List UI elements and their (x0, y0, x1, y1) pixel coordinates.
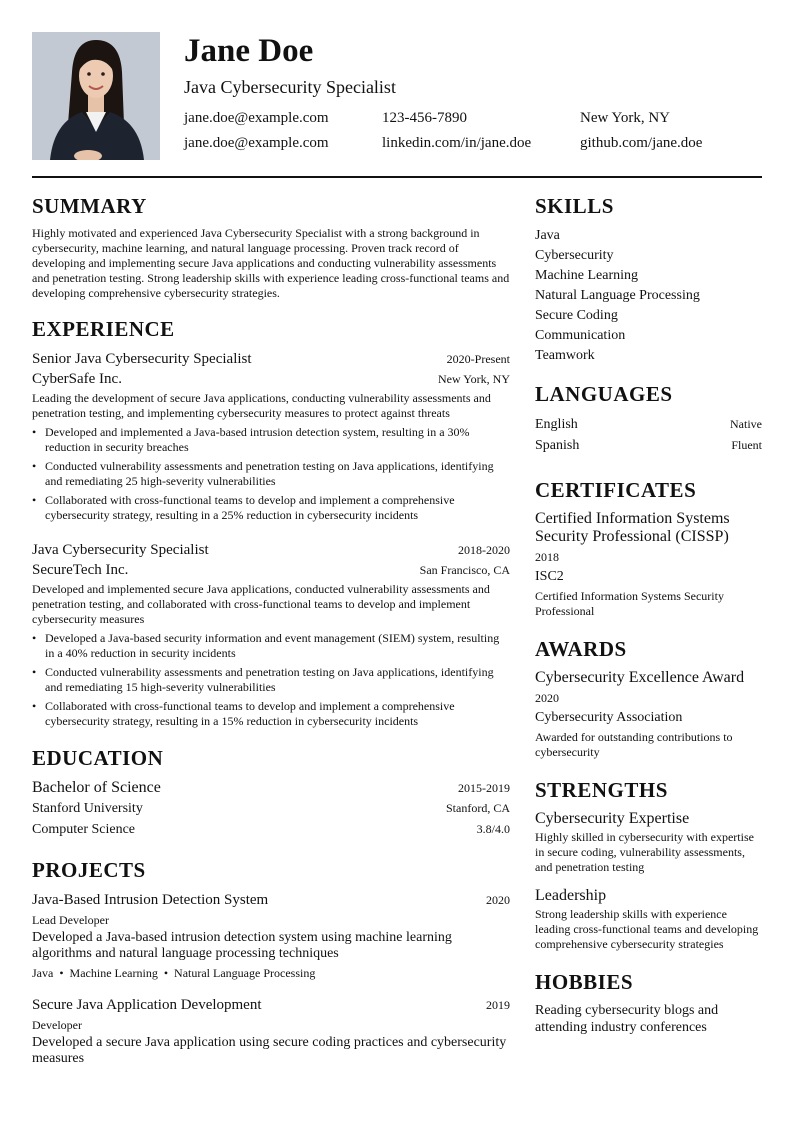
education-heading: EDUCATION (32, 746, 164, 770)
skills-list (535, 226, 762, 366)
job-title: Senior Java Cybersecurity Specialist (32, 351, 252, 367)
strength-item (535, 887, 762, 952)
skill-item: Java (535, 228, 560, 243)
project-description: Developed a secure Java application using secure coding practices and cybersecurity measures (32, 1035, 507, 1066)
skills-heading: SKILLS (535, 194, 614, 218)
language-level: Native (730, 417, 762, 431)
tag-separator: • (163, 966, 169, 980)
left-column (32, 194, 510, 1081)
certificate-item (535, 510, 762, 619)
award-description: Awarded for outstanding contributions to cybersecurity (535, 730, 733, 759)
education-location: Stanford, CA (446, 801, 510, 815)
project-tag: Machine Learning (69, 966, 158, 980)
job-bullet: • Developed a Java-based security information and event management (SIEM) system, resulting in a 40% reduction in security incidents (32, 631, 510, 661)
strengths-heading: STRENGTHS (535, 778, 668, 802)
strength-description: Strong leadership skills with experience leading cross-functional teams and developing comprehensive cybersecurity strategies (535, 907, 759, 951)
hobbies-heading: HOBBIES (535, 970, 634, 994)
skill-item: Machine Learning (535, 268, 639, 283)
project-tag: Java (32, 966, 54, 980)
projects-heading: PROJECTS (32, 858, 146, 882)
awards-heading: AWARDS (535, 637, 627, 661)
job-location: New York, NY (437, 372, 510, 386)
project-tag: Natural Language Processing (174, 966, 316, 980)
skill-item: Natural Language Processing (535, 288, 700, 303)
education-gpa: 3.8/4.0 (476, 822, 510, 836)
strength-item (535, 810, 762, 875)
skill-item: Secure Coding (535, 308, 618, 323)
strength-name: Cybersecurity Expertise (535, 810, 690, 827)
summary-text: Highly motivated and experienced Java Cybersecurity Specialist with a strong background in cybersecurity, machine learning, and natural language processing. Proven track record of developing and implementing secure Java applications and conducting vulnerability assessments and penetration testing. Strong leadership skills with experience leading cross-functional teams and developing comprehensive cybersecurity strategies. (32, 226, 510, 300)
project-description: Developed a Java-based intrusion detection system using machine learning algorithms and natural language processing techniques (32, 930, 452, 961)
contact-email-secondary[interactable]: jane.doe@example.com (184, 135, 329, 151)
language-name: Spanish (535, 438, 580, 453)
resume-header (32, 32, 762, 160)
job-company: SecureTech Inc. (32, 562, 129, 578)
job-bullet: • Developed and implemented a Java-based intrusion detection system, resulting in a 30% reduction in security breaches (32, 425, 510, 455)
education-degree: Bachelor of Science (32, 779, 161, 796)
project-name: Secure Java Application Development (32, 997, 262, 1013)
project-name: Java-Based Intrusion Detection System (32, 892, 269, 908)
education-dates: 2015-2019 (458, 781, 510, 795)
job-bullet: • Conducted vulnerability assessments and penetration testing on Java applications, identifying and remediating 25 high-severity vulnerabilities (32, 459, 510, 489)
experience-heading: EXPERIENCE (32, 317, 175, 341)
job-dates: 2020-Present (446, 352, 510, 366)
skill-item: Cybersecurity (535, 248, 614, 263)
award-year: 2020 (535, 691, 559, 705)
certificate-name: Certified Information Systems Security Professional (CISSP) (535, 510, 730, 545)
award-issuer: Cybersecurity Association (535, 710, 683, 725)
award-item (535, 669, 762, 760)
job-bullet: • Collaborated with cross-functional teams to develop and implement a comprehensive cybersecurity strategy, resulting in a 15% reduction in cybersecurity incidents (32, 699, 510, 729)
tag-separator: • (59, 966, 64, 980)
language-name: English (535, 417, 578, 432)
certificate-year: 2018 (535, 550, 559, 564)
contact-info (184, 108, 762, 158)
language-item (535, 435, 762, 456)
certificate-issuer: ISC2 (535, 569, 564, 584)
job-description: Developed and implemented secure Java applications, conducted vulnerability assessments and penetration testing, and collaborated with cross-functional teams to develop and implement cybersecurity measures (32, 582, 490, 626)
candidate-name: Jane Doe (184, 33, 314, 69)
skill-item: Teamwork (535, 348, 595, 363)
job-description: Leading the development of secure Java applications, conducting vulnerability assessments and penetration testing, and implementing cybersecurity measures to protect against threats (32, 391, 491, 420)
summary-heading: SUMMARY (32, 194, 147, 218)
project-role: Developer (32, 1018, 82, 1032)
experience-item (32, 349, 510, 523)
certificate-description: Certified Information Systems Security Professional (535, 589, 724, 618)
project-year: 2019 (486, 998, 510, 1012)
job-bullet: • Conducted vulnerability assessments and penetration testing on Java applications, identifying and remediating 15 high-severity vulnerabilities (32, 665, 510, 695)
strength-description: Highly skilled in cybersecurity with expertise in secure coding, vulnerability assessments, and penetration testing (535, 830, 754, 874)
education-school: Stanford University (32, 801, 143, 816)
contact-github[interactable]: github.com/jane.doe (580, 135, 703, 151)
job-bullets (32, 425, 510, 523)
contact-location: New York, NY (580, 110, 671, 126)
language-level: Fluent (731, 438, 762, 452)
skill-item: Communication (535, 328, 626, 343)
job-title: Java Cybersecurity Specialist (32, 542, 209, 558)
contact-email[interactable]: jane.doe@example.com (184, 110, 329, 126)
profile-photo (32, 32, 160, 160)
language-item (535, 414, 762, 435)
right-column (535, 194, 762, 1036)
job-bullets (32, 631, 510, 729)
contact-phone[interactable]: 123-456-7890 (382, 110, 467, 126)
education-field: Computer Science (32, 822, 136, 837)
job-bullet: • Collaborated with cross-functional teams to develop and implement a comprehensive cybersecurity strategy, resulting in a 25% reduction in cybersecurity incidents (32, 493, 510, 523)
project-year: 2020 (486, 893, 510, 907)
project-item (32, 995, 510, 1067)
project-role: Lead Developer (32, 913, 109, 927)
project-tags (32, 965, 510, 981)
candidate-title: Java Cybersecurity Specialist (184, 77, 396, 97)
award-name: Cybersecurity Excellence Award (535, 669, 745, 686)
job-dates: 2018-2020 (458, 543, 510, 557)
contact-linkedin[interactable]: linkedin.com/in/jane.doe (382, 135, 532, 151)
hobbies-text: Reading cybersecurity blogs and attending industry conferences (535, 1003, 719, 1035)
project-item (32, 890, 510, 981)
job-location: San Francisco, CA (419, 563, 510, 577)
education-item (32, 778, 510, 840)
header-divider (32, 176, 762, 178)
languages-heading: LANGUAGES (535, 382, 673, 406)
experience-item (32, 540, 510, 729)
strength-name: Leadership (535, 887, 607, 904)
job-company: CyberSafe Inc. (32, 371, 122, 387)
certificates-heading: CERTIFICATES (535, 478, 697, 502)
